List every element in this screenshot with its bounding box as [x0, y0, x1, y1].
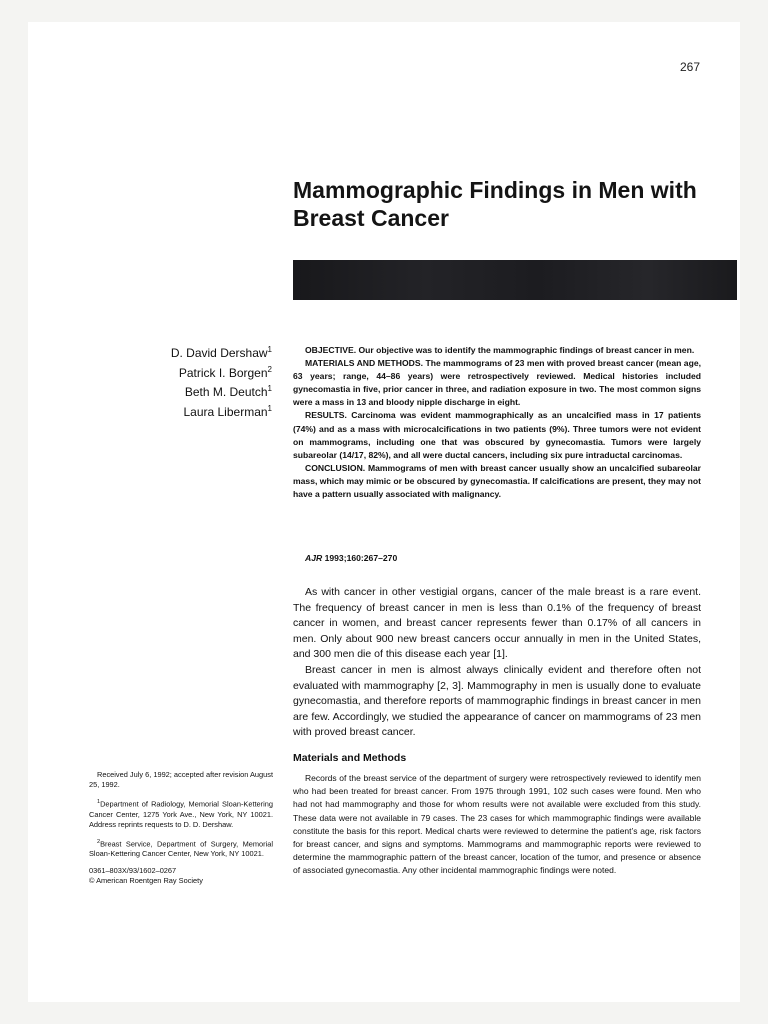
- journal-citation: AJR 1993;160:267–270: [305, 553, 398, 563]
- received-note: Received July 6, 1992; accepted after revision August 25, 1992.: [89, 770, 273, 790]
- title-banner-graphic: [293, 260, 737, 300]
- copyright-notice: © American Roentgen Ray Society: [89, 876, 203, 886]
- article-title: Mammographic Findings in Men with Breast Cancer: [293, 177, 697, 231]
- methods-paragraph: Records of the breast service of the department of surgery were retrospectively reviewed to identify men who had been treated for breast cancer. From 1975 through 1991, 102 such cases were found. Men who had not had mammography and those for whom results were not available were excluded from this study. These data were not available in 79 cases. The 23 cases for which mammographic findings were available constitute the basis for this report. Medical charts were reviewed to determine the patient’s age, risk factors for breast cancer, and signs and symptoms. Mammograms and mammographic reports were reviewed to determine the mammographic pattern of the breast cancer, location of the tumor, and presence or absence of associated gynecomastia. Any other incidental mammographic findings were noted.: [293, 773, 701, 876]
- author: Laura Liberman$^1$: [183, 403, 272, 419]
- abstract-results: RESULTS. Carcinoma was evident mammographically as an uncalcified mass in 17 patients (74%) and as a mass with microcalcifications in two patients (9%). Three tumors were not evident on mammograms, including one that was obscured by gynecomastia. Tumors were largely subareolar (14/17, 82%), and all were ductal cancers, including six pure intraductal carcinomas.: [293, 410, 701, 460]
- footnotes: [89, 770, 273, 887]
- page-number: 267: [680, 60, 701, 74]
- methods-heading: Materials and Methods: [293, 752, 407, 764]
- abstract: [293, 344, 701, 501]
- author: D. David Dershaw$^1$: [170, 345, 272, 360]
- intro-paragraph: As with cancer in other vestigial organs, cancer of the male breast is a rare event. The frequency of breast cancer in men is less than 0.1% of the frequency of breast cancer in women, and breast cancer represents fewer than 0.17% of all cancers in men. Only about 900 new breast cancers occur annually in men in the United States, and 300 men die of this disease each year [1].: [293, 586, 701, 661]
- abstract-objective: OBJECTIVE. Our objective was to identify the mammographic findings of breast cancer in men.: [305, 345, 695, 355]
- affiliation-mark: 1: [267, 345, 272, 354]
- affiliation-mark: 2: [267, 364, 272, 374]
- affiliation-mark: 1: [267, 384, 272, 393]
- introduction: [293, 585, 701, 741]
- affiliation-note: $^1$Department of Radiology, Memorial Sloan-Kettering Cancer Center, 1275 York Ave., New York, NY 10021. Address reprints requests to D. D. Dershaw.: [89, 798, 273, 830]
- affiliation-note: $^2$Breast Service, Department of Surgery, Memorial Sloan-Kettering Cancer Center, New York, NY 10021.: [89, 838, 273, 859]
- author: Patrick I. Borgen$^2$: [178, 364, 272, 380]
- issn-code: 0361–803X/93/1602–0267: [89, 865, 177, 875]
- affiliation-mark: 1: [267, 403, 272, 413]
- abstract-methods: MATERIALS AND METHODS. The mammograms of 23 men with proved breast cancer (mean age, 63 years; range, 44–86 years) were retrospectively reviewed. Medical histories included gynecomastia in five, prior cancer in three, and radiation exposure in two. The most common signs were a mass in 13 and bloody nipple discharge in eight.: [293, 358, 701, 408]
- author-list: [150, 342, 272, 420]
- abstract-conclusion: CONCLUSION. Mammograms of men with breast cancer usually show an uncalcified subareolar mass, which may mimic or be obscured by gynecomastia. If calcifications are present, they may not have a pattern usually associated with malignancy.: [293, 462, 702, 500]
- intro-paragraph: Breast cancer in men is almost always clinically evident and therefore often not evaluated with mammography [2, 3]. Mammography in men is usually done to evaluate gynecomastia, and therefore reports of mammographic findings in breast cancer in men are few. Accordingly, we studied the appearance of cancer on mammograms of 23 men with proved breast cancer.: [293, 663, 701, 739]
- author: Beth M. Deutch$^1$: [184, 384, 272, 399]
- methods-section: [293, 772, 701, 878]
